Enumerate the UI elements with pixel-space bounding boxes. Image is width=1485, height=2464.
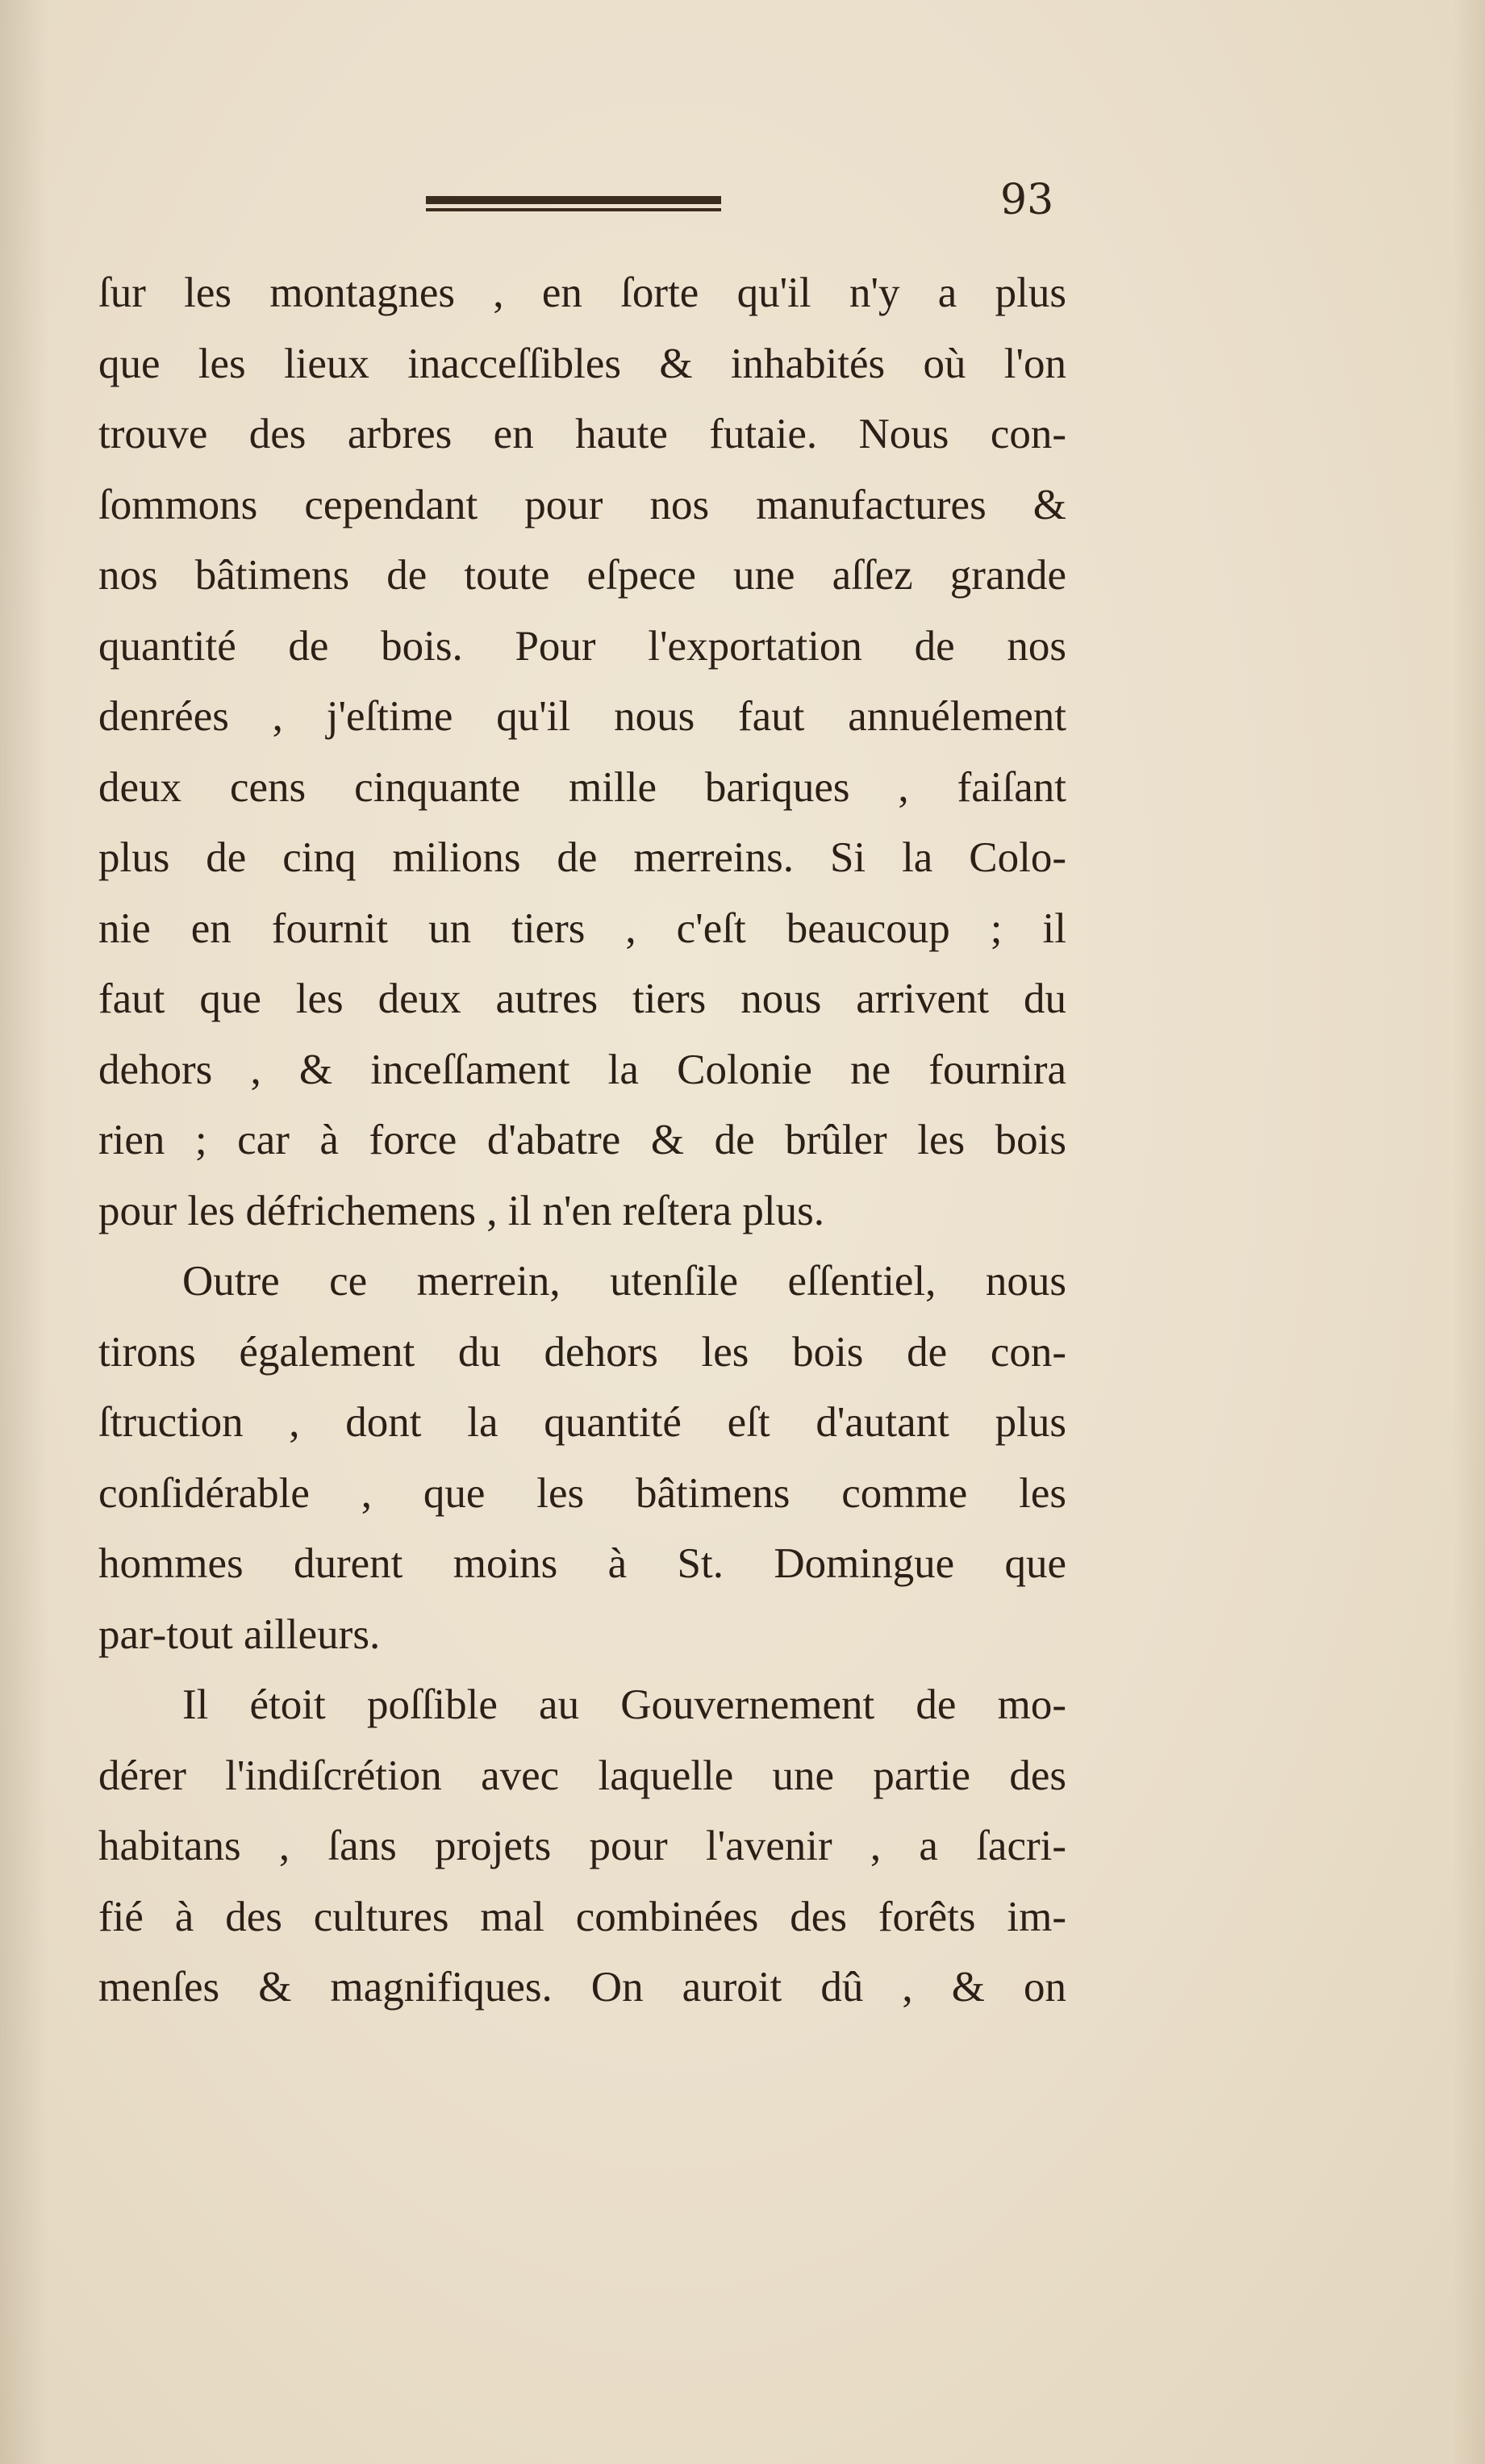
text-line: hommes durent moins à St. Domingue que: [98, 1540, 1066, 1587]
text-line: par-tout ailleurs.: [98, 1610, 381, 1658]
text-line: pour les défrichemens , il n'en reſtera plus.: [98, 1187, 824, 1234]
text-line: denrées , j'eſtime qu'il nous faut annuélement: [98, 693, 1066, 740]
text-line: ſur les montagnes , en ſorte qu'il n'y a plus: [98, 269, 1066, 316]
page-edge-shadow: [0, 0, 48, 2464]
text-line: ſtruction , dont la quantité eſt d'autant plus: [98, 1399, 1066, 1446]
text-line: fié à des cultures mal combinées des forêts im-: [98, 1893, 1066, 1940]
text-line: nie en fournit un tiers , c'eſt beaucoup ; il: [98, 904, 1066, 952]
paragraph-2: [98, 1247, 1066, 1670]
paragraph-1: [98, 258, 1066, 1247]
text-line: trouve des arbres en haute futaie. Nous con-: [98, 411, 1066, 457]
text-line: habitans , ſans projets pour l'avenir , a ſacri-: [98, 1823, 1066, 1869]
page-fold-shadow: [1453, 0, 1485, 2464]
text-line: quantité de bois. Pour l'exportation de nos: [98, 622, 1066, 670]
text-line: ſommons cependant pour nos manufactures &: [98, 481, 1066, 528]
header-rule-thick: [426, 196, 721, 204]
text-line: que les lieux inacceſſibles & inhabités où l'on: [98, 340, 1066, 387]
paragraph-3: [98, 1670, 1066, 2023]
text-line: dérer l'indiſcrétion avec laquelle une partie des: [98, 1752, 1066, 1799]
page-number: 93: [1000, 176, 1054, 224]
text-line: conſidérable , que les bâtimens comme les: [98, 1469, 1066, 1517]
header-rule-ornament: [426, 196, 721, 214]
text-line: plus de cinq milions de merreins. Si la Colo-: [98, 834, 1066, 881]
text-line: tirons également du dehors les bois de con-: [98, 1328, 1066, 1376]
text-line: nos bâtimens de toute eſpece une aſſez grande: [98, 552, 1066, 599]
text-line: deux cens cinquante mille bariques , faiſant: [98, 763, 1066, 811]
text-line: dehors , & inceſſament la Colonie ne fournira: [98, 1046, 1066, 1093]
text-line: Il étoit poſſible au Gouvernement de mo-: [182, 1681, 1066, 1728]
text-line: menſes & magnifiques. On auroit dû , & on: [98, 1964, 1066, 2011]
header-rule-thin: [426, 208, 721, 211]
text-line: Outre ce merrein, utenſile eſſentiel, nous: [182, 1258, 1066, 1305]
text-line: faut que les deux autres tiers nous arrivent du: [98, 975, 1066, 1022]
text-line: rien ; car à force d'abatre & de brûler les bois: [98, 1117, 1066, 1163]
body-text: [98, 258, 1066, 2023]
